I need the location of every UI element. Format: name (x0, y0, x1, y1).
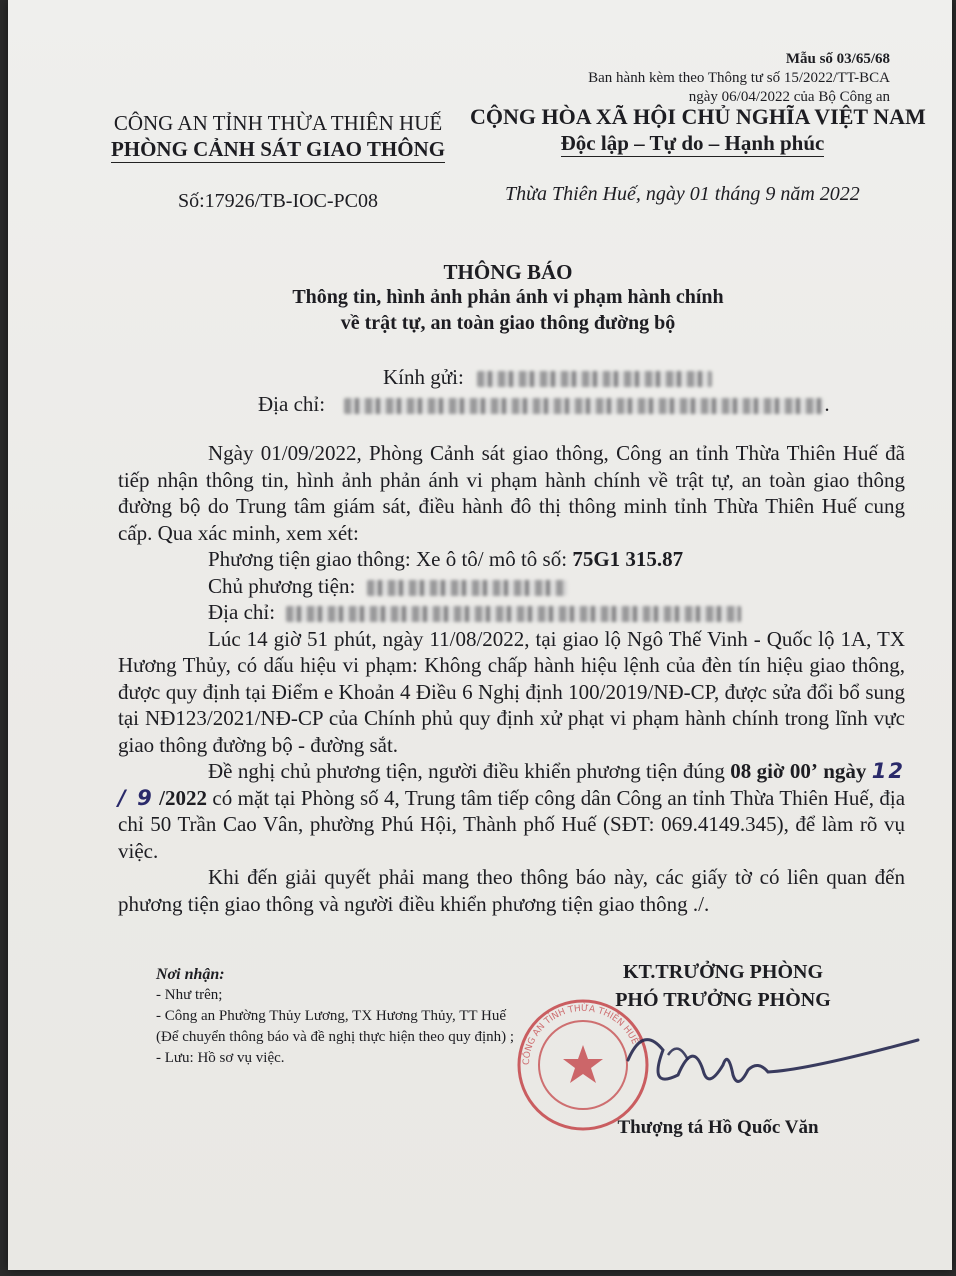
handwritten-day: 12 (871, 759, 905, 783)
signer-name: Thượng tá Hồ Quốc Văn (617, 1117, 819, 1138)
recipient-to (383, 365, 712, 390)
handwritten-month: 9 (137, 785, 154, 810)
license-plate: 75G1 315.87 (572, 547, 684, 571)
issued-date: ngày 06/04/2022 của Bộ Công an (688, 89, 890, 105)
owner-address-line: Địa chỉ: (208, 599, 905, 626)
notice-body (118, 440, 906, 917)
signer-role-1: KT.TRƯỞNG PHÒNG (623, 961, 823, 983)
header-left (108, 110, 448, 213)
redacted-recipient-address (344, 398, 824, 414)
agency-name: CÔNG AN TỈNH THỪA THIÊN HUẾ (113, 111, 443, 135)
redacted-owner-address (286, 606, 741, 622)
signer-role-2: PHÓ TRƯỞNG PHÒNG (615, 989, 831, 1011)
owner-line: Chủ phương tiện: (208, 573, 905, 600)
department-name: PHÒNG CẢNH SÁT GIAO THÔNG (110, 137, 446, 161)
recipient-to-label: Kính gửi: (383, 365, 464, 389)
header-right (470, 104, 926, 156)
redacted-recipient-name (477, 371, 712, 387)
closing-paragraph: Khi đến giải quyết phải mang theo thông báo này, các giấy tờ có liên quan đến phương tiện giao thông và người điều khiển phương tiện giao thông ./. (118, 865, 905, 916)
motto: Độc lập – Tự do – Hạnh phúc (560, 131, 825, 155)
receivers-heading: Nơi nhận: (156, 966, 225, 983)
violation-paragraph: Lúc 14 giờ 51 phút, ngày 11/08/2022, tại giao lộ Ngô Thế Vinh - Quốc lộ 1A, TX Hương Thủy, có dấu hiệu vi phạm: Không chấp hành hiệu lệnh của đèn tín hiệu giao thông, được quy định tại Điểm e Khoản 4 Điều 6 Nghị định 100/2019/NĐ-CP, được sửa đổi bổ sung tại NĐ123/2021/NĐ-CP của Chính phủ quy định xử phạt vi phạm hành chính trong lĩnh vực giao thông đường bộ - đường sắt. (118, 626, 905, 757)
intro-paragraph: Ngày 01/09/2022, Phòng Cảnh sát giao thông, Công an tỉnh Thừa Thiên Huế đã tiếp nhận thông tin, hình ảnh phản ánh vi phạm hành chính về trật tự, an toàn giao thông đường bộ do Trung tâm giám sát, điều hành đô thị thông minh tỉnh Thừa Thiên Huế cung cấp. Qua xác minh, xem xét: (118, 441, 905, 545)
notice-title: THÔNG BÁO (443, 260, 573, 284)
vehicle-line: Phương tiện giao thông: Xe ô tô/ mô tô số: 75G1 315.87 (208, 547, 684, 571)
request-paragraph: Đề nghị chủ phương tiện, người điều khiển phương tiện đúng 08 giờ 00’ ngày 12 / 9 /2022 có mặt tại Phòng số 4, Trung tâm tiếp công dân Công an tỉnh Thừa Thiên Huế, địa chỉ 50 Trần Cao Vân, phường Phú Hội, Thành phố Huế (SĐT: 069.4149.345), để làm rõ vụ việc. (118, 759, 906, 863)
handwritten-signature (608, 1020, 928, 1110)
form-meta (588, 50, 890, 107)
receiver-item: - Như trên; (156, 987, 223, 1003)
receiver-item: - Lưu: Hồ sơ vụ việc. (156, 1050, 285, 1066)
place-date: Thừa Thiên Huế, ngày 01 tháng 9 năm 2022 (505, 183, 860, 205)
appointment-time: 08 giờ 00’ (730, 759, 818, 783)
country-name: CỘNG HÒA XÃ HỘI CHỦ NGHĨA VIỆT NAM (470, 104, 926, 129)
issued-with: Ban hành kèm theo Thông tư số 15/2022/TT-BCA (588, 70, 890, 86)
stamp-text: CÔNG AN TỈNH THỪA THIÊN HUẾ (521, 1003, 640, 1066)
recipient-address-label: Địa chỉ: (258, 392, 326, 416)
receivers (156, 964, 526, 1069)
redacted-owner-name (367, 580, 567, 596)
notice-subtitle-2: về trật tự, an toàn giao thông đường bộ (340, 312, 676, 334)
document-number: Số:17926/TB-IOC-PC08 (177, 190, 379, 212)
recipient-address: Địa chỉ: . (258, 392, 830, 416)
document-page (8, 0, 952, 1270)
form-number: Mẫu số 03/65/68 (785, 51, 890, 67)
receiver-item: - Công an Phường Thủy Lương, TX Hương Thủy, TT Huế (Để chuyển thông báo và đề nghị thực hiện theo quy định) ; (156, 1008, 515, 1045)
notice-subtitle-1: Thông tin, hình ảnh phản ánh vi phạm hành chính (292, 286, 724, 308)
